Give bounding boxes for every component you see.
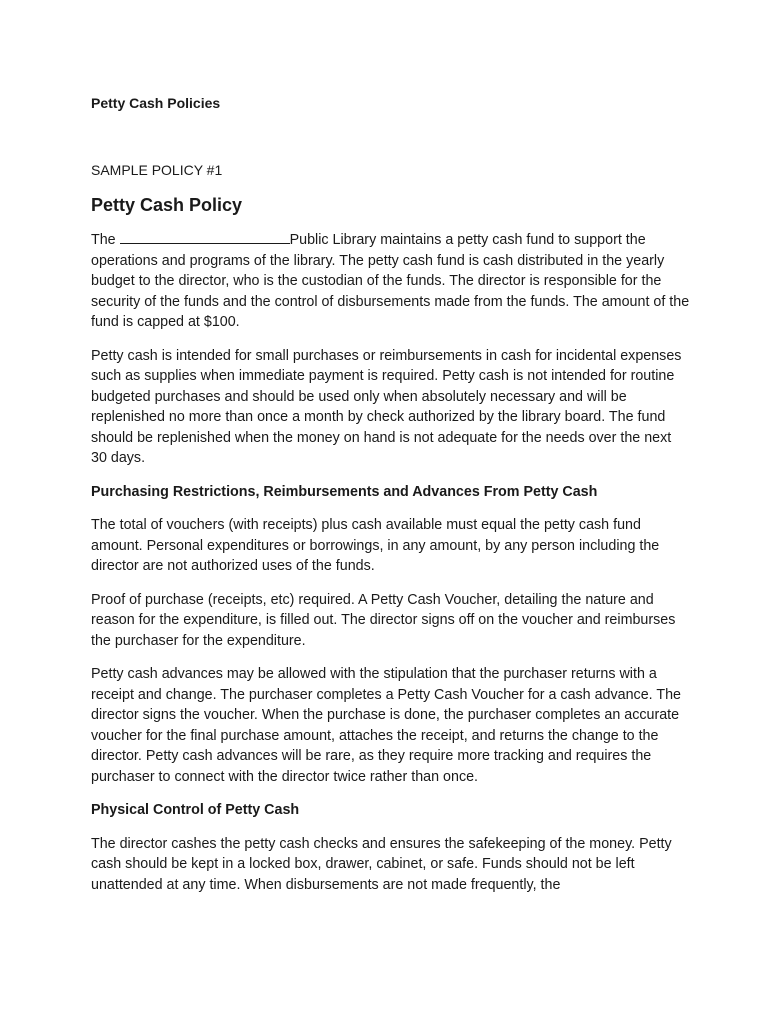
restrictions-paragraph-3: Petty cash advances may be allowed with the stipulation that the purchaser returns with a receipt and change. The purchaser completes a Petty Cash Voucher for a cash advance. The director signs the voucher. When the purchase is done, the purchaser completes an accurate voucher for the final purchase amount, attaches the receipt, and returns the change to the director. Petty cash advances will be rare, as they require more tracking and requires the purchaser to connect with the director twice rather than once. bbox=[91, 666, 681, 785]
intro-paragraph bbox=[91, 229, 691, 333]
sample-policy-label: SAMPLE POLICY #1 bbox=[91, 162, 223, 178]
library-name-blank bbox=[120, 229, 290, 244]
intro-text: Public Library maintains a petty cash fund to support the operations and programs of the library. The petty cash fund is cash distributed in the yearly budget to the director, who is the custodian of the funds. The director is responsible for the security of the funds and the control of disbursements made from the funds. The amount of the fund is capped at $100. bbox=[91, 232, 690, 330]
section-heading-physical-control: Physical Control of Petty Cash bbox=[91, 802, 300, 818]
purpose-paragraph: Petty cash is intended for small purchases or reimbursements in cash for incidental expenses such as supplies when immediate payment is required. Petty cash is not intended for routine budgeted purchases and should be used only when absolutely necessary and will be replenished no more than once a month by check authorized by the library board. The fund should be replenished when the money on hand is not adequate for the needs over the next 30 days. bbox=[91, 347, 682, 466]
intro-lead: The bbox=[91, 232, 120, 248]
section-heading-restrictions: Purchasing Restrictions, Reimbursements and Advances From Petty Cash bbox=[91, 483, 598, 500]
restrictions-paragraph-2: Proof of purchase (receipts, etc) required. A Petty Cash Voucher, detailing the nature and reason for the expenditure, is filled out. The director signs off on the voucher and reimburses the purchaser for the expenditure. bbox=[91, 591, 676, 649]
restrictions-paragraph-1: The total of vouchers (with receipts) plus cash available must equal the petty cash fund amount. Personal expenditures or borrowings, in any amount, by any person including the director are not authorized uses of the funds. bbox=[91, 517, 660, 574]
policy-heading: Petty Cash Policy bbox=[91, 195, 243, 215]
document-title: Petty Cash Policies bbox=[91, 95, 221, 111]
policy-body bbox=[91, 229, 691, 908]
physical-control-paragraph-1: The director cashes the petty cash checks and ensures the safekeeping of the money. Petty cash should be kept in a locked box, drawer, cabinet, or safe. Funds should not be left unattended at any time. When disbursements are not made frequently, the bbox=[91, 835, 672, 893]
